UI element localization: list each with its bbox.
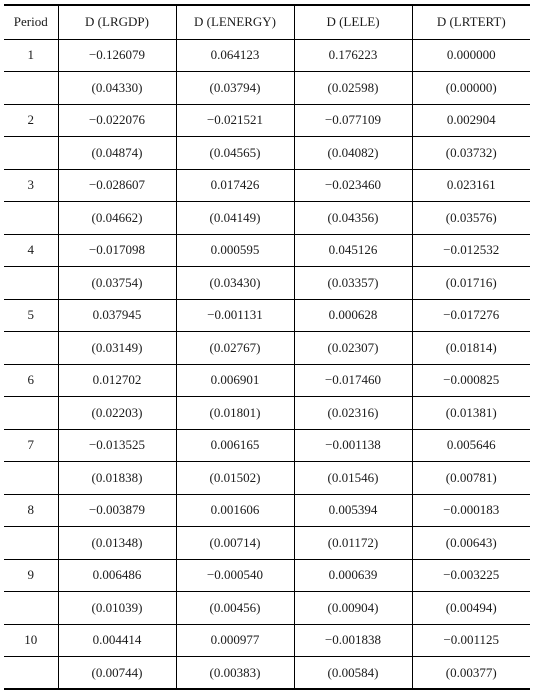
period-cell-empty [4,462,58,495]
coefficient-cell: −0.022076 [58,104,176,137]
period-cell: 1 [4,39,58,72]
standard-error-cell: (0.01801) [176,397,294,430]
period-cell-empty [4,657,58,690]
period-cell-empty [4,137,58,170]
table-row-standard-error [4,267,530,300]
header-d-lrgdp: D (LRGDP) [58,5,176,39]
coefficient-cell: 0.023161 [412,169,530,202]
standard-error-cell: (0.01172) [294,527,412,560]
coefficient-cell: −0.000825 [412,364,530,397]
period-cell-empty [4,592,58,625]
period-cell-empty [4,332,58,365]
coefficient-cell: 0.005394 [294,494,412,527]
standard-error-cell: (0.01348) [58,527,176,560]
coefficient-cell: −0.017276 [412,299,530,332]
period-cell: 9 [4,559,58,592]
period-cell-empty [4,72,58,105]
table-row-standard-error [4,72,530,105]
period-cell: 5 [4,299,58,332]
table-row [4,494,530,527]
standard-error-cell: (0.00383) [176,657,294,690]
period-cell: 4 [4,234,58,267]
header-period: Period [4,5,58,39]
table-row [4,39,530,72]
table-row-standard-error [4,202,530,235]
period-cell-empty [4,397,58,430]
period-cell: 3 [4,169,58,202]
period-cell-empty [4,527,58,560]
standard-error-cell: (0.03149) [58,332,176,365]
coefficient-cell: 0.005646 [412,429,530,462]
coefficient-cell: 0.000595 [176,234,294,267]
coefficient-cell: 0.006901 [176,364,294,397]
coefficient-cell: −0.017098 [58,234,176,267]
coefficient-cell: 0.012702 [58,364,176,397]
coefficient-cell: −0.003879 [58,494,176,527]
impulse-response-table-container [4,4,530,690]
table-row [4,234,530,267]
coefficient-cell: 0.000977 [176,624,294,657]
coefficient-cell: −0.000540 [176,559,294,592]
coefficient-cell: 0.017426 [176,169,294,202]
coefficient-cell: 0.064123 [176,39,294,72]
period-cell: 10 [4,624,58,657]
coefficient-cell: 0.006165 [176,429,294,462]
coefficient-cell: −0.001131 [176,299,294,332]
table-row [4,429,530,462]
standard-error-cell: (0.02307) [294,332,412,365]
standard-error-cell: (0.04874) [58,137,176,170]
standard-error-cell: (0.01814) [412,332,530,365]
table-row [4,364,530,397]
table-row-standard-error [4,657,530,690]
standard-error-cell: (0.03794) [176,72,294,105]
coefficient-cell: 0.000000 [412,39,530,72]
coefficient-cell: −0.013525 [58,429,176,462]
header-d-lrtert: D (LRTERT) [412,5,530,39]
table-row [4,299,530,332]
standard-error-cell: (0.00494) [412,592,530,625]
period-cell-empty [4,267,58,300]
standard-error-cell: (0.03576) [412,202,530,235]
coefficient-cell: 0.000639 [294,559,412,592]
table-row [4,169,530,202]
standard-error-cell: (0.00781) [412,462,530,495]
header-d-lele: D (LELE) [294,5,412,39]
table-row-standard-error [4,527,530,560]
standard-error-cell: (0.04149) [176,202,294,235]
standard-error-cell: (0.01039) [58,592,176,625]
coefficient-cell: 0.001606 [176,494,294,527]
period-cell: 7 [4,429,58,462]
coefficient-cell: −0.017460 [294,364,412,397]
standard-error-cell: (0.00714) [176,527,294,560]
standard-error-cell: (0.01716) [412,267,530,300]
table-row [4,559,530,592]
standard-error-cell: (0.04330) [58,72,176,105]
standard-error-cell: (0.02316) [294,397,412,430]
coefficient-cell: −0.077109 [294,104,412,137]
table-row-standard-error [4,397,530,430]
table-header-row [4,5,530,39]
coefficient-cell: 0.002904 [412,104,530,137]
period-cell: 2 [4,104,58,137]
standard-error-cell: (0.01546) [294,462,412,495]
standard-error-cell: (0.02203) [58,397,176,430]
standard-error-cell: (0.01838) [58,462,176,495]
standard-error-cell: (0.04082) [294,137,412,170]
table-row-standard-error [4,332,530,365]
standard-error-cell: (0.00643) [412,527,530,560]
coefficient-cell: −0.023460 [294,169,412,202]
standard-error-cell: (0.04565) [176,137,294,170]
coefficient-cell: 0.006486 [58,559,176,592]
standard-error-cell: (0.04356) [294,202,412,235]
period-cell: 8 [4,494,58,527]
standard-error-cell: (0.00904) [294,592,412,625]
standard-error-cell: (0.01381) [412,397,530,430]
period-cell: 6 [4,364,58,397]
coefficient-cell: 0.176223 [294,39,412,72]
table-row [4,104,530,137]
header-d-lenergy: D (LENERGY) [176,5,294,39]
impulse-response-table [4,4,530,690]
coefficient-cell: −0.126079 [58,39,176,72]
coefficient-cell: 0.004414 [58,624,176,657]
coefficient-cell: −0.001138 [294,429,412,462]
standard-error-cell: (0.04662) [58,202,176,235]
standard-error-cell: (0.00000) [412,72,530,105]
table-body [4,39,530,689]
coefficient-cell: −0.001125 [412,624,530,657]
coefficient-cell: −0.012532 [412,234,530,267]
standard-error-cell: (0.03357) [294,267,412,300]
period-cell-empty [4,202,58,235]
coefficient-cell: 0.037945 [58,299,176,332]
standard-error-cell: (0.02767) [176,332,294,365]
table-row [4,624,530,657]
standard-error-cell: (0.00456) [176,592,294,625]
coefficient-cell: −0.001838 [294,624,412,657]
coefficient-cell: 0.045126 [294,234,412,267]
standard-error-cell: (0.03430) [176,267,294,300]
standard-error-cell: (0.01502) [176,462,294,495]
standard-error-cell: (0.00377) [412,657,530,690]
standard-error-cell: (0.00584) [294,657,412,690]
table-row-standard-error [4,592,530,625]
coefficient-cell: 0.000628 [294,299,412,332]
table-row-standard-error [4,137,530,170]
coefficient-cell: −0.000183 [412,494,530,527]
standard-error-cell: (0.03754) [58,267,176,300]
standard-error-cell: (0.00744) [58,657,176,690]
table-row-standard-error [4,462,530,495]
standard-error-cell: (0.03732) [412,137,530,170]
standard-error-cell: (0.02598) [294,72,412,105]
coefficient-cell: −0.003225 [412,559,530,592]
coefficient-cell: −0.021521 [176,104,294,137]
coefficient-cell: −0.028607 [58,169,176,202]
